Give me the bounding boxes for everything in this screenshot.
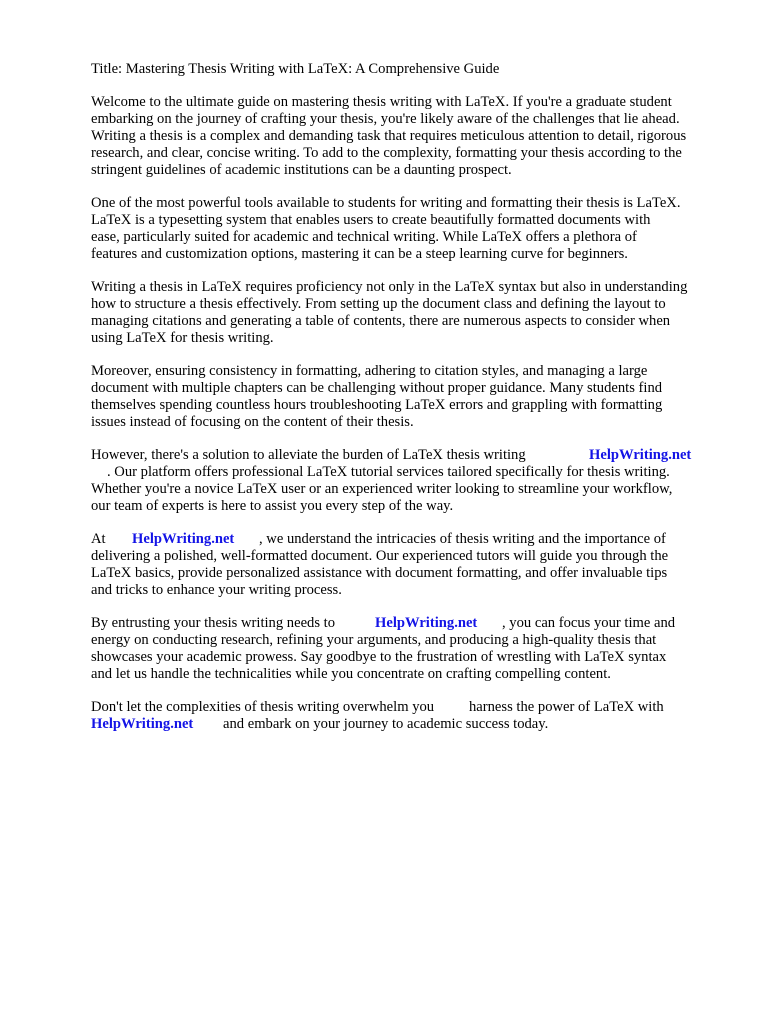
paragraph-2-line: ease, particularly suited for academic and technical writing. While LaTeX offers a plethora of bbox=[91, 229, 637, 245]
paragraph-4-line: issues instead of focusing on the content of their thesis. bbox=[91, 414, 414, 430]
paragraph-1-line: research, and clear, concise writing. To add to the complexity, formatting your thesis according to the bbox=[91, 145, 682, 161]
paragraph-1-line: Welcome to the ultimate guide on mastering thesis writing with LaTeX. If you're a graduate student bbox=[91, 94, 672, 110]
paragraph-4-line: Moreover, ensuring consistency in formatting, adhering to citation styles, and managing a large bbox=[91, 363, 648, 379]
helpwriting-link[interactable]: HelpWriting.net bbox=[375, 615, 478, 631]
paragraph-5-line: . Our platform offers professional LaTeX tutorial services tailored specifically for thesis writing. bbox=[107, 464, 670, 480]
paragraph-1-line: stringent guidelines of academic institutions can be a daunting prospect. bbox=[91, 162, 512, 178]
paragraph-4-line: document with multiple chapters can be challenging without proper guidance. Many students find bbox=[91, 380, 663, 396]
paragraph-2-line: One of the most powerful tools available to students for writing and formatting their thesis is LaTeX. bbox=[91, 195, 681, 211]
paragraph-5-line: Whether you're a novice LaTeX user or an experienced writer looking to streamline your workflow, bbox=[91, 481, 673, 497]
paragraph-4-line: themselves spending countless hours troubleshooting LaTeX errors and grappling with formatting bbox=[91, 397, 663, 413]
paragraph-5-line: However, there's a solution to alleviate the burden of LaTeX thesis writing bbox=[91, 447, 526, 463]
paragraph-5-line: our team of experts is here to assist you every step of the way. bbox=[91, 498, 454, 514]
paragraph-6-line: and tricks to enhance your writing process. bbox=[91, 582, 342, 598]
paragraph-8-line: Don't let the complexities of thesis writing overwhelm you bbox=[91, 699, 435, 715]
paragraph-6-line: LaTeX basics, provide personalized assistance with document formatting, and offer invaluable tips bbox=[91, 565, 668, 581]
paragraph-1-line: Writing a thesis is a complex and demanding task that requires meticulous attention to detail, rigorous bbox=[91, 128, 687, 144]
paragraph-2-line: features and customization options, mastering it can be a steep learning curve for beginners. bbox=[91, 246, 628, 262]
paragraph-7-line: and let us handle the technicalities while you concentrate on crafting compelling content. bbox=[91, 666, 611, 682]
helpwriting-link[interactable]: HelpWriting.net bbox=[589, 447, 692, 463]
paragraph-7-line: , you can focus your time and bbox=[502, 615, 676, 631]
paragraph-3-line: Writing a thesis in LaTeX requires proficiency not only in the LaTeX syntax but also in understanding bbox=[91, 279, 688, 295]
paragraph-8-line: and embark on your journey to academic success today. bbox=[223, 716, 549, 732]
paragraph-3-line: managing citations and generating a table of contents, there are numerous aspects to consider when bbox=[91, 313, 671, 329]
paragraph-6-line: delivering a polished, well-formatted document. Our experienced tutors will guide you through the bbox=[91, 548, 669, 564]
paragraph-6-line: At bbox=[91, 531, 106, 547]
paragraph-7-line: energy on conducting research, refining your arguments, and producing a high-quality thesis that bbox=[91, 632, 657, 648]
paragraph-7-line: By entrusting your thesis writing needs to bbox=[91, 615, 336, 631]
paragraph-3-line: how to structure a thesis effectively. From setting up the document class and defining the layout to bbox=[91, 296, 666, 312]
paragraph-1-line: embarking on the journey of crafting your thesis, you're likely aware of the challenges that lie ahead. bbox=[91, 111, 680, 127]
document-title: Title: Mastering Thesis Writing with LaTeX: A Comprehensive Guide bbox=[91, 61, 500, 77]
paragraph-3-line: using LaTeX for thesis writing. bbox=[91, 330, 274, 346]
paragraph-2-line: LaTeX is a typesetting system that enables users to create beautifully formatted documents with bbox=[91, 212, 651, 228]
paragraph-6-line: , we understand the intricacies of thesis writing and the importance of bbox=[259, 531, 666, 547]
paragraph-7-line: showcases your academic prowess. Say goodbye to the frustration of wrestling with LaTeX syntax bbox=[91, 649, 667, 665]
helpwriting-link[interactable]: HelpWriting.net bbox=[132, 531, 235, 547]
paragraph-8-line: harness the power of LaTeX with bbox=[469, 699, 664, 715]
helpwriting-link[interactable]: HelpWriting.net bbox=[91, 716, 194, 732]
